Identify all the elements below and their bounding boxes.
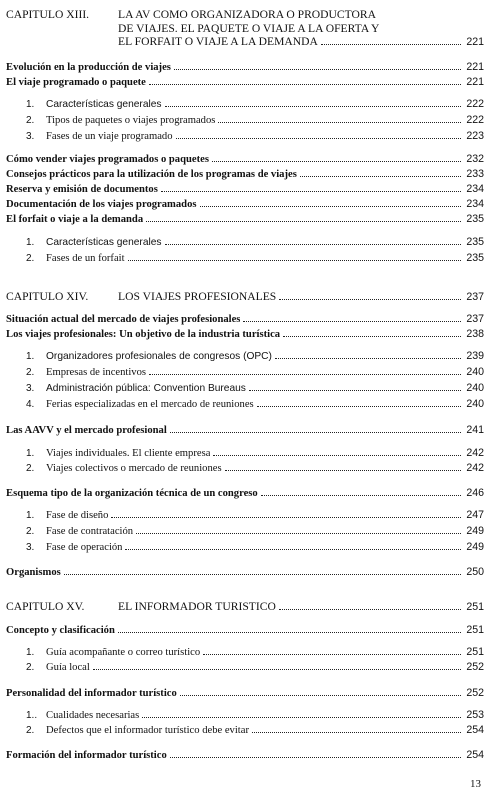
entry-title: Tipos de paquetes o viajes programados: [46, 115, 216, 126]
page-ref: 250: [466, 566, 484, 578]
page-ref: 249: [466, 525, 484, 537]
page-ref: 221: [466, 61, 484, 73]
entry-number: 1.: [26, 351, 35, 362]
entry-title: Características generales: [46, 99, 162, 110]
toc-subentry[interactable]: [26, 447, 484, 460]
toc-subentry[interactable]: [26, 541, 484, 554]
entry-title: Fase de contratación: [46, 526, 134, 537]
entry-number: 3.: [26, 542, 35, 553]
toc-subentry[interactable]: [26, 350, 484, 363]
toc-entry[interactable]: [6, 749, 484, 762]
page-ref: 222: [466, 114, 484, 126]
toc-entry[interactable]: [6, 168, 484, 181]
page-ref: 251: [466, 624, 484, 636]
page-ref: 241: [466, 424, 484, 436]
entry-number: 1..: [26, 710, 38, 721]
entry-title: Guía acompañante o correo turístico: [46, 647, 201, 658]
entry-number: 3.: [26, 131, 35, 142]
toc-entry[interactable]: [6, 566, 484, 579]
entry-title: Organizadores profesionales de congresos (OPC): [46, 351, 272, 362]
chapter-label: CAPITULO XV.: [6, 600, 85, 613]
page-ref: 242: [466, 462, 484, 474]
page-ref: 221: [466, 36, 484, 48]
page-ref: 235: [466, 252, 484, 264]
entry-title: Administración pública: Convention Bureaus: [46, 383, 246, 394]
entry-number: 3.: [26, 383, 35, 394]
entry-number: 2.: [26, 367, 35, 378]
entry-title: Viajes individuales. El cliente empresa: [46, 448, 211, 459]
page-ref: 237: [466, 313, 484, 325]
chapter-title: LOS VIAJES PROFESIONALES: [118, 290, 277, 303]
toc-subentry[interactable]: [26, 98, 484, 111]
page-ref: 235: [466, 213, 484, 225]
entry-title: Fases de un viaje programado: [46, 131, 173, 142]
entry-title: Consejos prácticos para la utilización de los programas de viajes: [6, 169, 297, 180]
entry-title: Características generales: [46, 237, 162, 248]
page-ref: 240: [466, 366, 484, 378]
chapter-title: EL INFORMADOR TURISTICO: [118, 600, 276, 613]
page-ref: 254: [466, 749, 484, 761]
entry-number: 2.: [26, 115, 35, 126]
entry-title: El forfait o viaje a la demanda: [6, 214, 144, 225]
entry-title: Guía local: [46, 662, 90, 673]
toc-subentry[interactable]: [26, 509, 484, 522]
chapter-14-heading: [6, 290, 484, 305]
toc-subentry[interactable]: [26, 709, 484, 722]
toc-entry[interactable]: [6, 487, 484, 500]
chapter-title-line: EL FORFAIT O VIAJE A LA DEMANDA: [118, 35, 318, 48]
entry-title: Concepto y clasificación: [6, 625, 115, 636]
entry-title: Documentación de los viajes programados: [6, 199, 197, 210]
chapter-label: CAPITULO XIV.: [6, 290, 89, 303]
entry-number: 1.: [26, 510, 35, 521]
page-ref: 242: [466, 447, 484, 459]
toc-entry[interactable]: [6, 424, 484, 437]
entry-title: Evolución en la producción de viajes: [6, 62, 171, 73]
toc-subentry[interactable]: [26, 236, 484, 249]
toc-subentry[interactable]: [26, 252, 484, 265]
entry-title: Viajes colectivos o mercado de reuniones: [46, 463, 222, 474]
entry-number: 1.: [26, 448, 35, 459]
entry-title: Cualidades necesarias: [46, 710, 140, 721]
entry-number: 4.: [26, 399, 35, 410]
entry-title: Defectos que el informador turístico debe evitar: [46, 725, 249, 736]
toc-entry[interactable]: [6, 328, 484, 341]
toc-entry[interactable]: [6, 183, 484, 196]
entry-number: 2.: [26, 662, 35, 673]
toc-subentry[interactable]: [26, 130, 484, 143]
entry-number: 2.: [26, 253, 35, 264]
page-ref: 252: [466, 661, 484, 673]
page-ref: 232: [466, 153, 484, 165]
page-ref: 238: [466, 328, 484, 340]
page-ref: 249: [466, 541, 484, 553]
entry-title: Esquema tipo de la organización técnica de un congreso: [6, 488, 258, 499]
toc-entry[interactable]: [6, 313, 484, 326]
entry-title: Formación del informador turístico: [6, 750, 167, 761]
page-ref: 235: [466, 236, 484, 248]
entry-title: Ferias especializadas en el mercado de reuniones: [46, 399, 254, 410]
chapter-label: CAPITULO XIII.: [6, 8, 90, 21]
entry-number: 1.: [26, 99, 35, 110]
page-number: 13: [470, 778, 481, 790]
entry-title: Reserva y emisión de documentos: [6, 184, 158, 195]
page-ref: 247: [466, 509, 484, 521]
toc-subentry[interactable]: [26, 382, 484, 395]
toc-entry[interactable]: [6, 213, 484, 226]
toc-subentry[interactable]: [26, 525, 484, 538]
page-ref: 253: [466, 709, 484, 721]
entry-number: 1.: [26, 647, 35, 658]
toc-entry[interactable]: [6, 687, 484, 700]
toc-subentry[interactable]: [26, 366, 484, 379]
page-ref: 221: [466, 76, 484, 88]
page-ref: 252: [466, 687, 484, 699]
entry-number: 2.: [26, 463, 35, 474]
page-ref: 237: [466, 291, 484, 303]
entry-title: Cómo vender viajes programados o paquetes: [6, 154, 209, 165]
page-ref: 222: [466, 98, 484, 110]
page-ref: 234: [466, 198, 484, 210]
entry-title: Fase de operación: [46, 542, 123, 553]
entry-title: Fases de un forfait: [46, 253, 125, 264]
page-ref: 251: [466, 601, 484, 613]
toc-entry[interactable]: [6, 153, 484, 166]
entry-number: 2.: [26, 725, 35, 736]
entry-title: Los viajes profesionales: Un objetivo de la industria turística: [6, 329, 281, 340]
toc-entry[interactable]: [6, 76, 484, 89]
toc-subentry[interactable]: [26, 661, 484, 674]
entry-title: Situación actual del mercado de viajes profesionales: [6, 314, 241, 325]
page-ref: 223: [466, 130, 484, 142]
entry-title: Las AAVV y el mercado profesional: [6, 425, 167, 436]
page-ref: 240: [466, 398, 484, 410]
entry-title: Organismos: [6, 567, 61, 578]
page-ref: 251: [466, 646, 484, 658]
toc-subentry[interactable]: [26, 646, 484, 659]
page-ref: 254: [466, 724, 484, 736]
chapter-title-line: DE VIAJES. EL PAQUETE O VIAJE A LA OFERTA Y: [118, 21, 380, 35]
chapter-13-heading: [6, 8, 484, 50]
entry-title: Empresas de incentivos: [46, 367, 147, 378]
page-ref: 234: [466, 183, 484, 195]
page-ref: 233: [466, 168, 484, 180]
chapter-title-line: LA AV COMO ORGANIZADORA O PRODUCTORA: [118, 8, 376, 21]
entry-number: 1.: [26, 237, 35, 248]
page-ref: 240: [466, 382, 484, 394]
chapter-15-heading: [6, 600, 484, 615]
toc-subentry[interactable]: [26, 114, 484, 127]
page-ref: 239: [466, 350, 484, 362]
page-ref: 246: [466, 487, 484, 499]
toc-entry[interactable]: [6, 61, 484, 74]
entry-title: Fase de diseño: [46, 510, 109, 521]
toc-subentry[interactable]: [26, 398, 484, 411]
toc-subentry[interactable]: [26, 462, 484, 475]
toc-subentry[interactable]: [26, 724, 484, 737]
entry-title: El viaje programado o paquete: [6, 77, 146, 88]
entry-title: Personalidad del informador turístico: [6, 688, 177, 699]
toc-entry[interactable]: [6, 198, 484, 211]
entry-number: 2.: [26, 526, 35, 537]
toc-entry[interactable]: [6, 624, 484, 637]
